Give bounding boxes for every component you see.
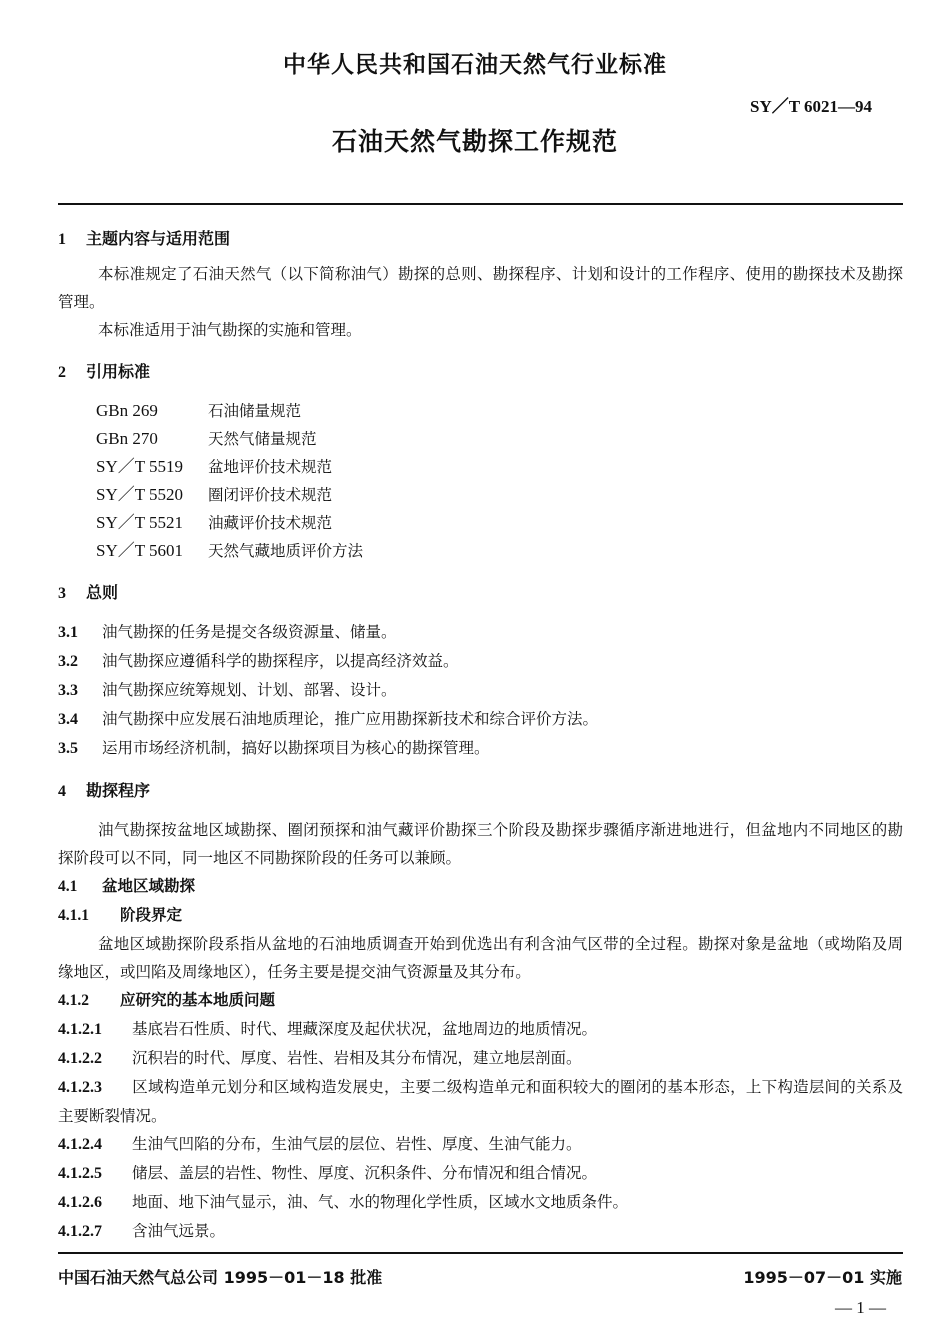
section-1-heading bbox=[58, 225, 903, 254]
clause-number: 4.1.2.3 bbox=[58, 1079, 102, 1096]
subsection-4-1-2-heading bbox=[58, 986, 903, 1015]
clause-text: 油气勘探应统筹规划、计划、部署、设计。 bbox=[102, 681, 397, 699]
subsection-title: 阶段界定 bbox=[120, 906, 183, 924]
section-1-paragraph-1: 本标准规定了石油天然气（以下简称油气）勘探的总则、勘探程序、计划和设计的工作程序、使用的勘探技术及勘探管理。 bbox=[58, 265, 903, 311]
clause-text: 油气勘探的任务是提交各级资源量、储量。 bbox=[102, 623, 397, 641]
section-number: 1 bbox=[58, 231, 66, 248]
reference-name: 圈闭评价技术规范 bbox=[208, 486, 333, 504]
section-2-heading bbox=[58, 358, 903, 387]
reference-code: SY／T 5521 bbox=[96, 513, 184, 532]
reference-name: 盆地评价技术规范 bbox=[208, 458, 333, 476]
standard-category-title: 中华人民共和国石油天然气行业标准 bbox=[283, 52, 667, 78]
section-number: 3 bbox=[58, 585, 66, 602]
document-title: 石油天然气勘探工作规范 bbox=[331, 127, 618, 156]
section-number: 4 bbox=[58, 783, 66, 800]
standard-code: SY／T 6021—94 bbox=[749, 97, 872, 116]
subsection-number: 4.1.1 bbox=[58, 907, 89, 924]
clause-text: 储层、盖层的岩性、物性、厚度、沉积条件、分布情况和组合情况。 bbox=[132, 1164, 598, 1182]
clause-item bbox=[58, 676, 903, 705]
clause-number: 3.3 bbox=[58, 682, 78, 699]
footer-divider bbox=[58, 1252, 903, 1254]
clause-number: 4.1.2.5 bbox=[58, 1165, 102, 1182]
clause-text: 油气勘探中应发展石油地质理论，推广应用勘探新技术和综合评价方法。 bbox=[102, 710, 599, 728]
clause-text: 地面、地下油气显示，油、气、水的物理化学性质，区域水文地质条件。 bbox=[132, 1193, 629, 1211]
subsection-4-1-heading bbox=[58, 872, 903, 901]
clause-number: 3.2 bbox=[58, 653, 78, 670]
clause-item bbox=[58, 1130, 903, 1159]
subsection-4-1-1-paragraph: 盆地区域勘探阶段系指从盆地的石油地质调查开始到优选出有利含油气区带的全过程。勘探对象是盆地（或坳陷及周缘地区，或凹陷及周缘地区），任务主要是提交油气资源量及其分布。 bbox=[58, 935, 903, 981]
subsection-title: 应研究的基本地质问题 bbox=[120, 991, 276, 1009]
clause-item bbox=[58, 1217, 903, 1246]
clause-item bbox=[58, 1073, 903, 1130]
document-body bbox=[58, 225, 903, 1246]
page-number: — 1 — bbox=[835, 1298, 886, 1317]
clause-number: 4.1.2.7 bbox=[58, 1223, 102, 1240]
clause-item bbox=[58, 1044, 903, 1073]
section-4-heading bbox=[58, 777, 903, 806]
clause-text: 区域构造单元划分和区域构造发展史，主要二级构造单元和面积较大的圈闭的基本形态，上下构造层间的关系及主要断裂情况。 bbox=[58, 1078, 903, 1125]
clause-item bbox=[58, 618, 903, 647]
clause-number: 3.5 bbox=[58, 740, 78, 757]
clause-text: 基底岩石性质、时代、埋藏深度及起伏状况，盆地周边的地质情况。 bbox=[132, 1020, 598, 1038]
clause-text: 油气勘探应遵循科学的勘探程序，以提高经济效益。 bbox=[102, 652, 459, 670]
reference-code: SY／T 5601 bbox=[96, 541, 184, 560]
clause-item bbox=[58, 1188, 903, 1217]
section-1-paragraph-2: 本标准适用于油气勘探的实施和管理。 bbox=[98, 321, 362, 339]
approval-issuer: 中国石油天然气总公司 1995－01－18 批准 bbox=[58, 1268, 383, 1287]
clause-number: 3.4 bbox=[58, 711, 78, 728]
clause-number: 4.1.2.1 bbox=[58, 1021, 102, 1038]
section-4-paragraph: 油气勘探按盆地区域勘探、圈闭预探和油气藏评价勘探三个阶段及勘探步骤循序渐进地进行，但盆地内不同地区的勘探阶段可以不同，同一地区不同勘探阶段的任务可以兼顾。 bbox=[58, 821, 903, 867]
reference-name: 天然气储量规范 bbox=[208, 430, 317, 448]
section-title: 主题内容与适用范围 bbox=[86, 229, 231, 248]
section-3-heading bbox=[58, 579, 903, 608]
clause-item bbox=[58, 647, 903, 676]
clause-number: 4.1.2.2 bbox=[58, 1050, 102, 1067]
clause-text: 运用市场经济机制，搞好以勘探项目为核心的勘探管理。 bbox=[102, 739, 490, 757]
clause-item bbox=[58, 1015, 903, 1044]
clause-item bbox=[58, 705, 903, 734]
section-title: 勘探程序 bbox=[86, 781, 151, 800]
reference-item bbox=[96, 453, 903, 481]
reference-code: SY／T 5520 bbox=[96, 485, 184, 504]
reference-item bbox=[96, 481, 903, 509]
reference-item bbox=[96, 509, 903, 537]
reference-name: 天然气藏地质评价方法 bbox=[208, 542, 364, 560]
subsection-title: 盆地区域勘探 bbox=[102, 877, 196, 895]
clause-item bbox=[58, 1159, 903, 1188]
clause-text: 生油气凹陷的分布，生油气层的层位、岩性、厚度、生油气能力。 bbox=[132, 1135, 582, 1153]
subsection-number: 4.1.2 bbox=[58, 992, 89, 1009]
reference-list bbox=[58, 397, 903, 565]
reference-code: GBn 270 bbox=[96, 429, 158, 448]
section-title: 总则 bbox=[86, 583, 119, 602]
clause-text: 沉积岩的时代、厚度、岩性、岩相及其分布情况，建立地层剖面。 bbox=[132, 1049, 582, 1067]
reference-name: 油藏评价技术规范 bbox=[208, 514, 333, 532]
reference-code: SY／T 5519 bbox=[96, 457, 184, 476]
reference-item bbox=[96, 397, 903, 425]
section-number: 2 bbox=[58, 364, 66, 381]
clause-number: 4.1.2.4 bbox=[58, 1136, 102, 1153]
subsection-4-1-1-heading bbox=[58, 901, 903, 930]
section-title: 引用标准 bbox=[86, 362, 151, 381]
subsection-number: 4.1 bbox=[58, 878, 78, 895]
clause-text: 含油气远景。 bbox=[132, 1222, 226, 1240]
reference-item bbox=[96, 537, 903, 565]
clause-item bbox=[58, 734, 903, 763]
implementation-date: 1995－07－01 实施 bbox=[743, 1268, 902, 1287]
clause-number: 3.1 bbox=[58, 624, 78, 641]
reference-code: GBn 269 bbox=[96, 401, 158, 420]
reference-name: 石油储量规范 bbox=[208, 402, 302, 420]
reference-item bbox=[96, 425, 903, 453]
header-divider bbox=[58, 203, 903, 205]
clause-number: 4.1.2.6 bbox=[58, 1194, 102, 1211]
